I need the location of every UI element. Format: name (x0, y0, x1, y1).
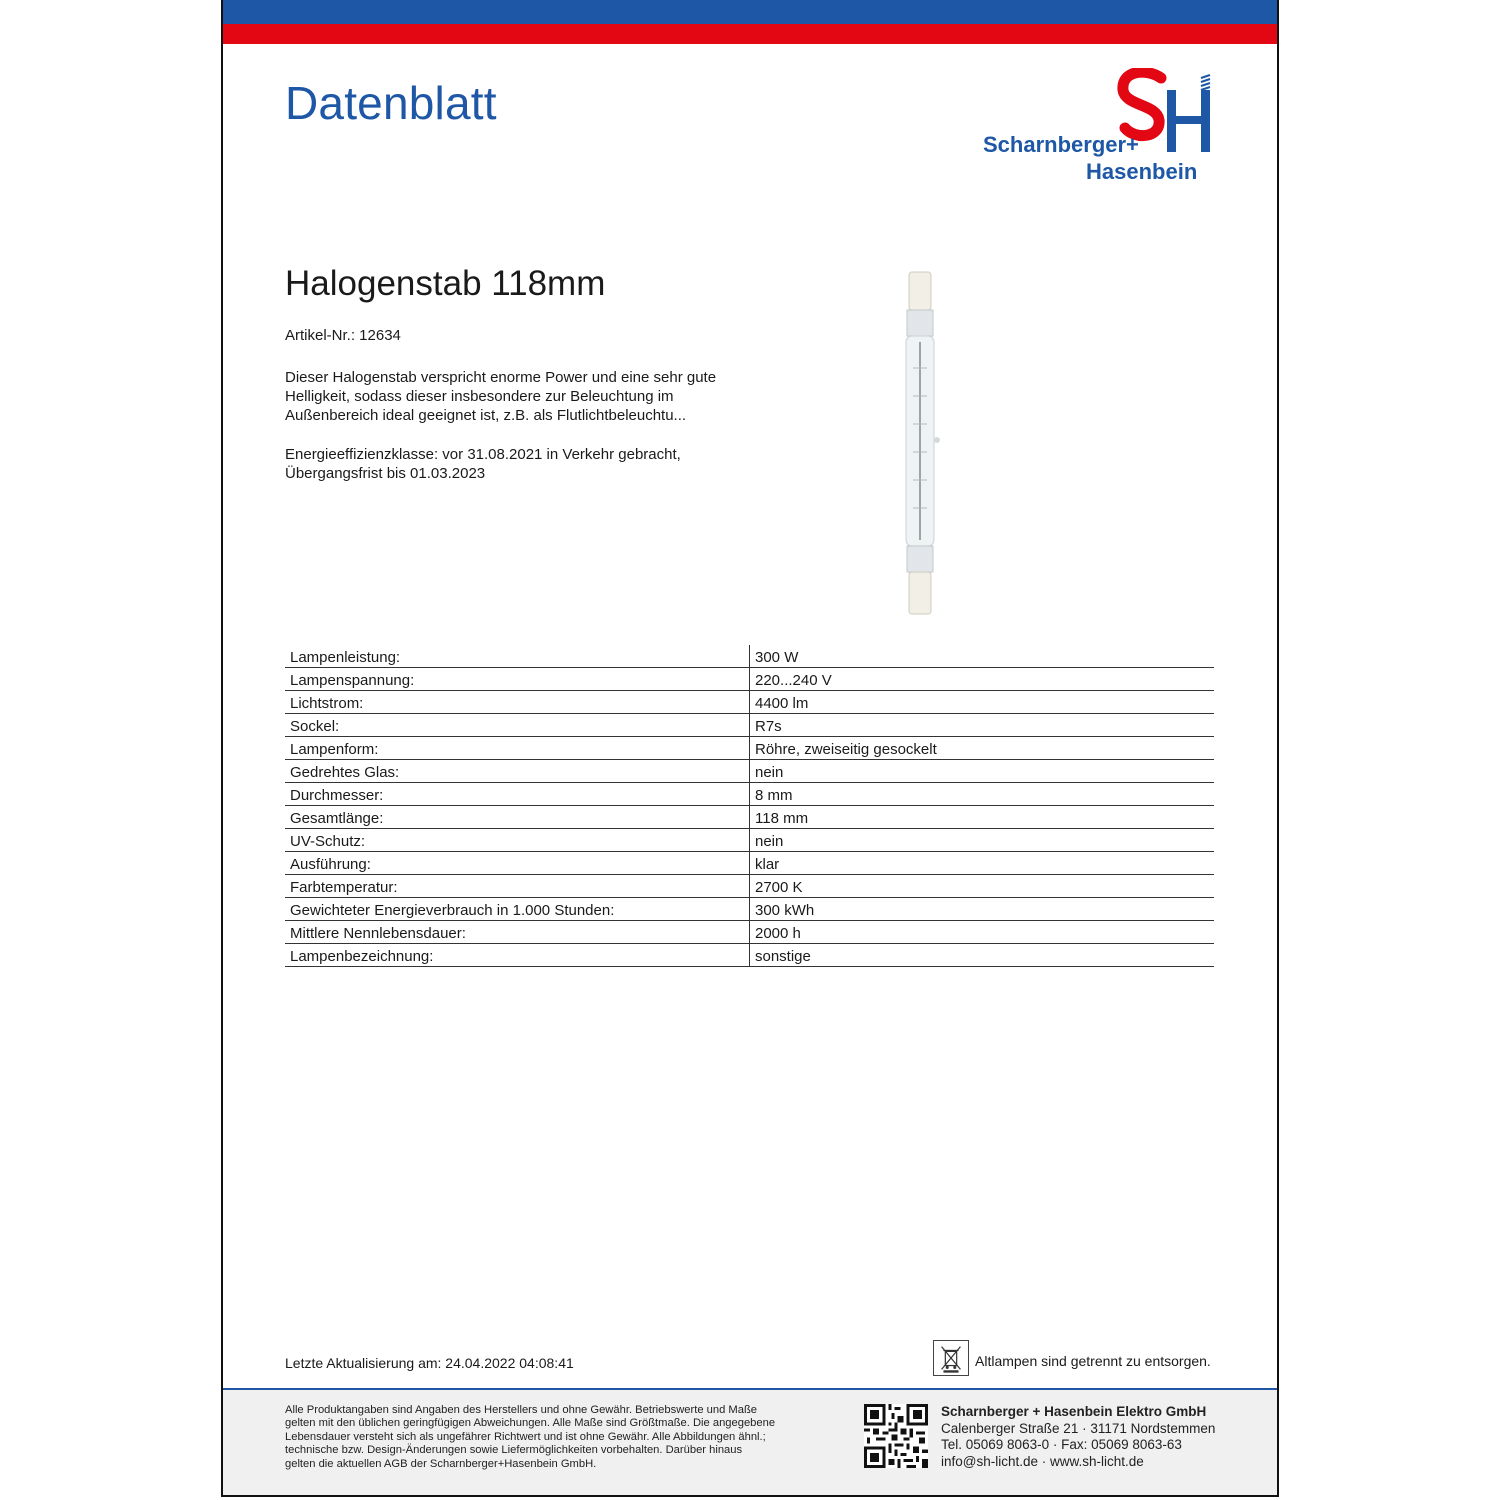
specifications-table (285, 645, 1214, 967)
spec-label: Lichtstrom: (285, 691, 750, 714)
spec-row (285, 898, 1214, 921)
halogen-rod-image (883, 268, 963, 620)
energy-line-2: Übergangsfrist bis 01.03.2023 (285, 465, 486, 482)
spec-value: 118 mm (750, 806, 1215, 829)
spec-value: 300 kWh (750, 898, 1215, 921)
spec-value: sonstige (750, 944, 1215, 967)
logo-text-line2: Hasenbein (1086, 159, 1198, 184)
spec-label: UV-Schutz: (285, 829, 750, 852)
legal-line: gelten die aktuellen AGB der Scharnberger+Hasenbein GmbH. (285, 1457, 597, 1470)
legal-line: Lebensdauer versteht sich als ungefährer Richtwert und ist ohne Gewähr. Alle Abbildungen ähnl.; (285, 1430, 766, 1443)
spec-value: 220...240 V (750, 668, 1215, 691)
legal-line: Alle Produktangaben sind Angaben des Herstellers und ohne Gewähr. Betriebswerte und Maße (285, 1404, 758, 1416)
spec-value: nein (750, 829, 1215, 852)
spec-row (285, 760, 1214, 783)
logo-text-line1: Scharnberger+ (983, 132, 1139, 157)
spec-row (285, 944, 1214, 967)
spec-row (285, 714, 1214, 737)
company-contact (941, 1404, 1215, 1470)
product-title: Halogenstab 118mm (285, 264, 606, 303)
document-title: Datenblatt (285, 77, 497, 129)
legal-line: technische bzw. Design-Änderungen sowie Liefermöglichkeiten vorbehalten. Darüber hinaus (285, 1444, 743, 1457)
spec-label: Lampenspannung: (285, 668, 750, 691)
spec-row (285, 691, 1214, 714)
spec-row (285, 783, 1214, 806)
crossed-bin-icon (933, 1340, 969, 1376)
spec-row (285, 852, 1214, 875)
qr-code-icon[interactable] (864, 1404, 928, 1468)
spec-value: Röhre, zweiseitig gesockelt (750, 737, 1215, 760)
spec-label: Lampenbezeichnung: (285, 944, 750, 967)
product-description: Dieser Halogenstab verspricht enorme Power und eine sehr gute Helligkeit, sodass dieser insbesondere zur Beleuchtung im Außenbereich ideal geeignet ist, z.B. als Flutlichtbeleuchtu... (285, 369, 717, 424)
spec-label: Durchmesser: (285, 783, 750, 806)
spec-value: 2000 h (750, 921, 1215, 944)
spec-row (285, 668, 1214, 691)
spec-label: Farbtemperatur: (285, 875, 750, 898)
spec-label: Gewichteter Energieverbrauch in 1.000 Stunden: (285, 898, 750, 921)
spec-row (285, 737, 1214, 760)
spec-row (285, 645, 1214, 668)
legal-disclaimer (285, 1404, 845, 1471)
company-logo (983, 68, 1215, 188)
company-name: Scharnberger + Hasenbein Elektro GmbH (941, 1404, 1207, 1419)
spec-value: klar (750, 852, 1215, 875)
spec-label: Lampenleistung: (285, 645, 750, 668)
header-band-blue (223, 0, 1277, 24)
spec-label: Lampenform: (285, 737, 750, 760)
spec-row (285, 921, 1214, 944)
last-updated: Letzte Aktualisierung am: 24.04.2022 04:08:41 (285, 1355, 574, 1371)
spec-row (285, 806, 1214, 829)
energy-line-1: Energieeffizienzklasse: vor 31.08.2021 in Verkehr gebracht, (285, 446, 681, 463)
footer (223, 1388, 1277, 1495)
spec-value: nein (750, 760, 1215, 783)
spec-value: 4400 lm (750, 691, 1215, 714)
energy-efficiency-note (285, 445, 765, 483)
spec-value: R7s (750, 714, 1215, 737)
disposal-note: Altlampen sind getrennt zu entsorgen. (975, 1353, 1211, 1369)
spec-row (285, 875, 1214, 898)
datasheet-page (221, 0, 1279, 1497)
spec-label: Gedrehtes Glas: (285, 760, 750, 783)
company-address: Calenberger Straße 21 · 31171 Nordstemmen (941, 1420, 1216, 1436)
company-web-link[interactable]: info@sh-licht.de · www.sh-licht.de (941, 1453, 1144, 1469)
spec-row (285, 829, 1214, 852)
spec-label: Gesamtlänge: (285, 806, 750, 829)
spec-value: 8 mm (750, 783, 1215, 806)
spec-label: Mittlere Nennlebensdauer: (285, 921, 750, 944)
spec-label: Ausführung: (285, 852, 750, 875)
company-phone: Tel. 05069 8063-0 · Fax: 05069 8063-63 (941, 1437, 1182, 1452)
article-number: Artikel-Nr.: 12634 (285, 327, 401, 344)
legal-line: gelten mit den üblichen geringfügigen Abweichungen. Alle Maße sind Größtmaße. Die angegebene (285, 1417, 776, 1430)
spec-value: 300 W (750, 645, 1215, 668)
spec-label: Sockel: (285, 714, 750, 737)
spec-value: 2700 K (750, 875, 1215, 898)
header-band-red (223, 24, 1277, 44)
